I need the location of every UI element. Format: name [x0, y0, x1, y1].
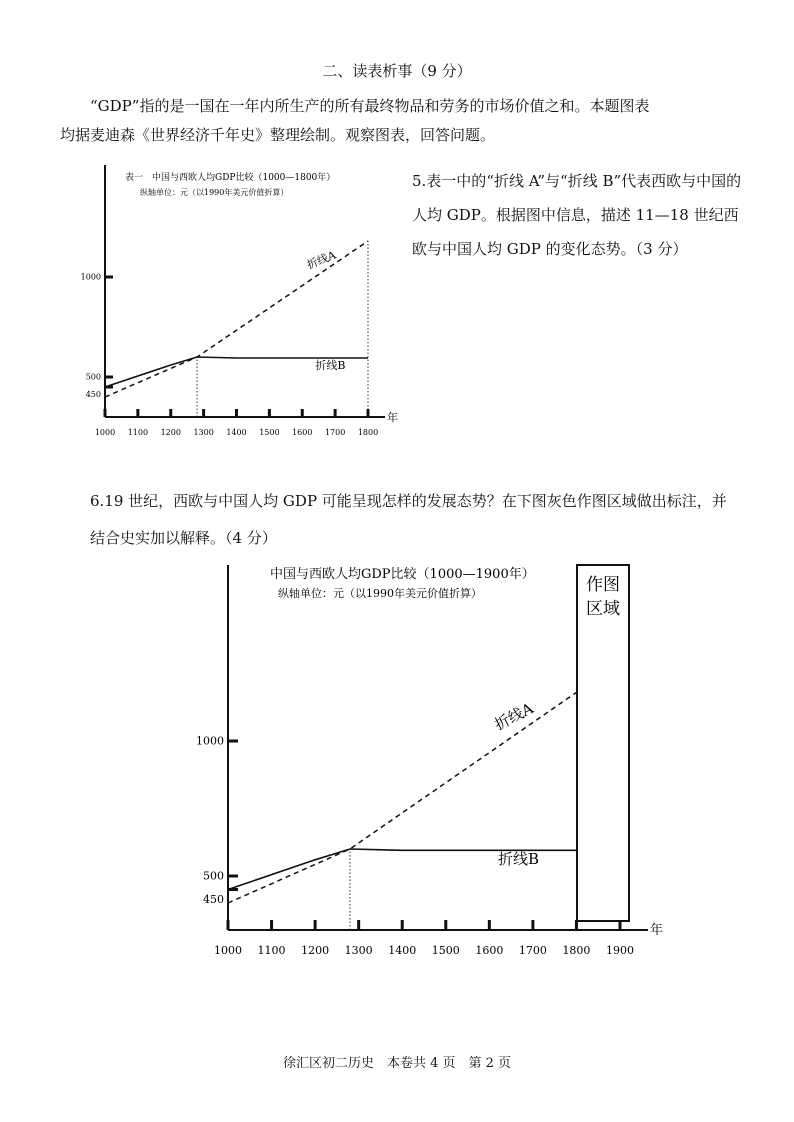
y-tick-label: 450 [203, 893, 224, 907]
y-tick-label: 500 [203, 869, 224, 883]
x-tick-mark [488, 920, 491, 930]
x-tick-mark [235, 409, 238, 417]
y-tick-mark [105, 386, 113, 389]
chart-2-title: 中国与西欧人均GDP比较（1000—1900年） [270, 567, 535, 582]
chart-1-series-a-label: 折线A [305, 248, 338, 272]
x-tick-label: 1400 [388, 944, 417, 957]
intro-paragraph [60, 92, 740, 150]
chart-2-series-b-label: 折线B [498, 849, 540, 868]
x-tick-label: 1100 [127, 428, 149, 437]
chart-1 [70, 160, 410, 450]
x-tick-mark [531, 920, 534, 930]
x-tick-label: 1600 [475, 944, 504, 957]
chart-2-series-a-label: 折线A [491, 699, 537, 734]
y-tick-label: 1000 [196, 734, 224, 748]
x-tick-label: 1700 [518, 944, 547, 957]
x-tick-mark [104, 409, 107, 417]
y-tick-label: 1000 [80, 272, 101, 282]
question-6: 6.19 世纪，西欧与中国人均 GDP 可能呈现怎样的发展态势？在下图灰色作图区域做出标注，并结合史实加以解释。（4 分） [90, 492, 727, 547]
x-tick-label: 1800 [562, 944, 591, 957]
intro-line-2: 均据麦迪森《世界经济千年史》整理绘制。观察图表，回答问题。 [60, 126, 496, 144]
x-tick-label: 1000 [214, 944, 242, 957]
x-tick-mark [268, 409, 271, 417]
chart-1-title: 表一 中国与西欧人均GDP比较（1000—1800年） [125, 173, 336, 183]
x-tick-mark [227, 920, 230, 930]
chart-2-x-unit: 年 [650, 923, 664, 938]
chart-2-series [228, 692, 576, 903]
x-tick-label: 1500 [431, 944, 460, 957]
y-tick-label: 500 [85, 372, 101, 382]
drawing-area-label-line-1: 作图 [586, 575, 620, 595]
x-tick-mark [301, 409, 304, 417]
x-tick-label: 1800 [357, 428, 379, 437]
x-tick-label: 1000 [94, 428, 116, 437]
y-tick-mark [105, 276, 113, 279]
drawing-area-box[interactable] [577, 565, 629, 921]
x-tick-mark [270, 920, 273, 930]
y-tick-mark [105, 376, 113, 379]
chart-1-series-b-label: 折线B [315, 359, 346, 372]
x-tick-mark [357, 920, 360, 930]
intro-line-1: “GDP”指的是一国在一年内所生产的所有最终物品和劳务的市场价值之和。本题图表 [90, 97, 650, 115]
x-tick-mark [202, 409, 205, 417]
chart-1-subtitle: 纵轴单位：元（以1990年美元价值折算） [140, 188, 289, 197]
x-tick-label: 1100 [257, 944, 286, 957]
chart-2 [180, 560, 680, 965]
chart-1-series [105, 241, 368, 397]
chart-2-subtitle: 纵轴单位：元（以1990年美元价值折算） [278, 587, 482, 600]
x-tick-mark [444, 920, 447, 930]
x-tick-mark [314, 920, 317, 930]
x-tick-mark [334, 409, 337, 417]
chart-1-ticks [81, 273, 379, 437]
x-tick-label: 1700 [324, 428, 346, 437]
y-tick-mark [228, 740, 238, 743]
section-title: 二、读表析事（9 分） [322, 62, 472, 80]
x-tick-label: 1600 [292, 428, 313, 437]
chart-1-x-unit: 年 [387, 411, 398, 424]
y-tick-mark [228, 875, 238, 878]
page-footer: 徐汇区初二历史 本卷共 4 页 第 2 页 [282, 1056, 512, 1071]
x-tick-mark [169, 409, 172, 417]
y-tick-label: 450 [85, 389, 101, 399]
x-tick-label: 1300 [193, 428, 214, 437]
drawing-area-label-line-2: 区域 [586, 599, 620, 619]
x-tick-label: 1200 [160, 428, 181, 437]
question-5: 5.表一中的“折线 A”与“折线 B”代表西欧与中国的人均 GDP。根据图中信息，描述 11—18 世纪西欧与中国人均 GDP 的变化态势。（3 分） [412, 172, 742, 258]
x-tick-label: 1500 [259, 428, 280, 437]
x-tick-label: 1400 [226, 428, 247, 437]
chart-2-ticks [196, 735, 634, 957]
y-tick-mark [228, 888, 238, 891]
x-tick-mark [401, 920, 404, 930]
x-tick-label: 1200 [301, 944, 330, 957]
x-tick-mark [367, 409, 370, 417]
x-tick-label: 1300 [344, 944, 373, 957]
x-tick-label: 1900 [606, 944, 634, 957]
x-tick-mark [136, 409, 139, 417]
chart-1-guides [197, 241, 368, 417]
